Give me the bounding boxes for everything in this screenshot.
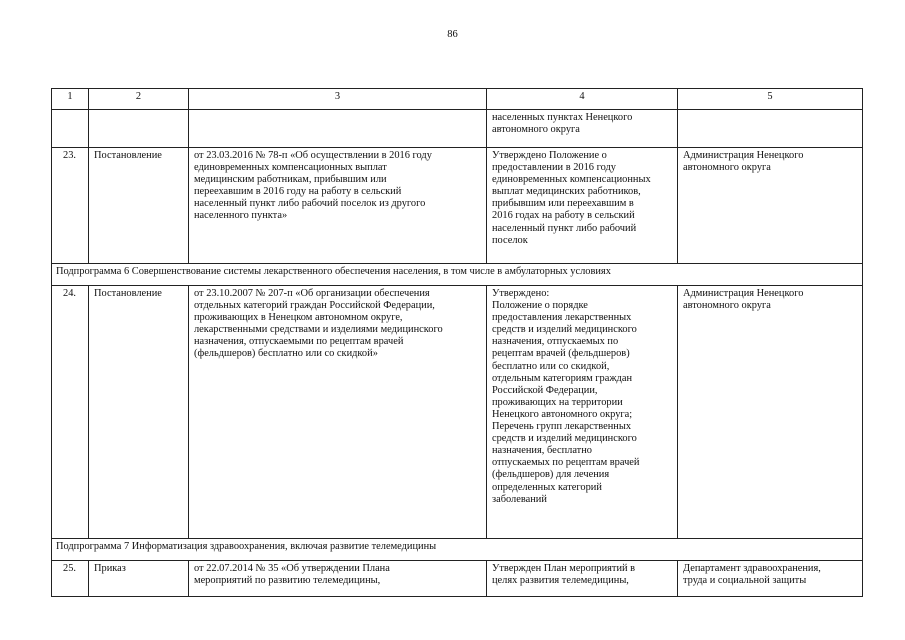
text-line: населенный пункт либо рабочий [492,222,637,234]
text-line: от 22.07.2014 № 35 «Об утверждении Плана [194,563,390,574]
cell-result [487,561,678,597]
cell-type [89,110,189,148]
text-line: Администрация Ненецкого [683,150,804,161]
text-line: заболеваний [492,493,547,505]
page-number: 86 [447,29,458,40]
column-header-4: 4 [487,89,678,110]
text-line: предоставлении в 2016 году [492,162,616,174]
text-line: переехавшим в 2016 году на работу в сельский [194,186,402,198]
section-heading: Подпрограмма 6 Совершенствование системы лекарственного обеспечения населения, в том числе в амбулаторных условиях [52,264,863,286]
text-line: Утверждено Положение о [492,150,607,161]
text-line: Ненецкого автономного округа; [492,408,633,420]
text-line: населенный пункт либо рабочий поселок из другого [194,198,426,210]
text-line: средств и изделий медицинского [492,324,637,336]
text-line: назначения, отпускаемыми по рецептам врачей [194,336,404,348]
text-line: Положение о порядке [492,300,588,312]
table-row-continuation [52,110,863,148]
cell-responsible [678,148,863,264]
row-number: 25. [63,563,76,574]
text-line: Российской Федерации, [492,384,598,396]
cell-result [487,286,678,539]
section-row [52,539,863,561]
text-line: автономного округа [683,162,771,174]
text-line: целях развития телемедицины, [492,575,629,587]
text-line: выплат медицинских работников, [492,186,641,198]
text-line: назначения, отпускаемых по [492,336,619,348]
cell-document [189,286,487,539]
column-header-2: 2 [89,89,189,110]
cell-type: Приказ [89,561,189,597]
text-line: от 23.03.2016 № 78-п «Об осуществлении в 2016 году [194,150,432,161]
text-line: отдельным категориям граждан [492,372,632,384]
text-line: отпускаемых по рецептам врачей [492,457,640,469]
cell-responsible [678,110,863,148]
cell-num [52,110,89,148]
cell-responsible [678,286,863,539]
cell-document [189,561,487,597]
text-line: Утверждено: [492,288,550,299]
text-line: труда и социальной защиты [683,575,807,587]
text-line: поселок [492,234,528,246]
text-line: прибывшим или переехавшим в [492,198,634,210]
row-number: 24. [63,288,76,299]
text-line: проживающих на территории [492,396,623,408]
cell-document [189,148,487,264]
text-line: рецептам врачей (фельдшеров) [492,348,630,360]
cell-type: Постановление [89,286,189,539]
column-header-3: 3 [189,89,487,110]
text-line: лекарственными средствами и изделиями медицинского [194,324,443,336]
text-line: населенных пунктах Ненецкого [492,112,633,123]
table-row [52,148,863,264]
text-line: Утвержден План мероприятий в [492,563,636,574]
cell-num [52,286,89,539]
section-row [52,264,863,286]
text-line: (фельдшеров) для лечения [492,469,610,481]
regulations-table [51,88,863,597]
cell-type: Постановление [89,148,189,264]
text-line: 2016 годах на работу в сельский [492,210,635,222]
cell-num [52,148,89,264]
text-line: мероприятий по развитию телемедицины, [194,575,381,587]
section-heading: Подпрограмма 7 Информатизация здравоохранения, включая развитие телемедицины [52,539,863,561]
text-line: бесплатно или со скидкой, [492,360,610,372]
column-header-1: 1 [52,89,89,110]
text-line: от 23.10.2007 № 207-п «Об организации обеспечения [194,288,430,299]
cell-result [487,110,678,148]
column-header-5: 5 [678,89,863,110]
table-header-row [52,89,863,110]
text-line: предоставления лекарственных [492,312,632,324]
cell-result [487,148,678,264]
text-line: населенного пункта» [194,210,288,222]
text-line: Департамент здравоохранения, [683,563,821,574]
text-line: Администрация Ненецкого [683,288,804,299]
text-line: Перечень групп лекарственных [492,421,632,433]
cell-num [52,561,89,597]
text-line: средств и изделий медицинского [492,433,637,445]
cell-responsible [678,561,863,597]
text-line: определенных категорий [492,481,602,493]
text-line: единовременных компенсационных [492,174,651,186]
text-line: назначения, бесплатно [492,445,592,457]
table-row [52,561,863,597]
cell-document [189,110,487,148]
text-line: автономного округа [683,300,771,312]
text-line: отдельных категорий граждан Российской Федерации, [194,300,435,312]
row-number: 23. [63,150,76,161]
text-line: медицинским работникам, прибывшим или [194,174,387,186]
text-line: (фельдшеров) бесплатно или со скидкой» [194,348,378,360]
text-line: единовременных компенсационных выплат [194,162,387,174]
table-row [52,286,863,539]
text-line: автономного округа [492,124,580,136]
text-line: проживающих в Ненецком автономном округе, [194,312,403,324]
